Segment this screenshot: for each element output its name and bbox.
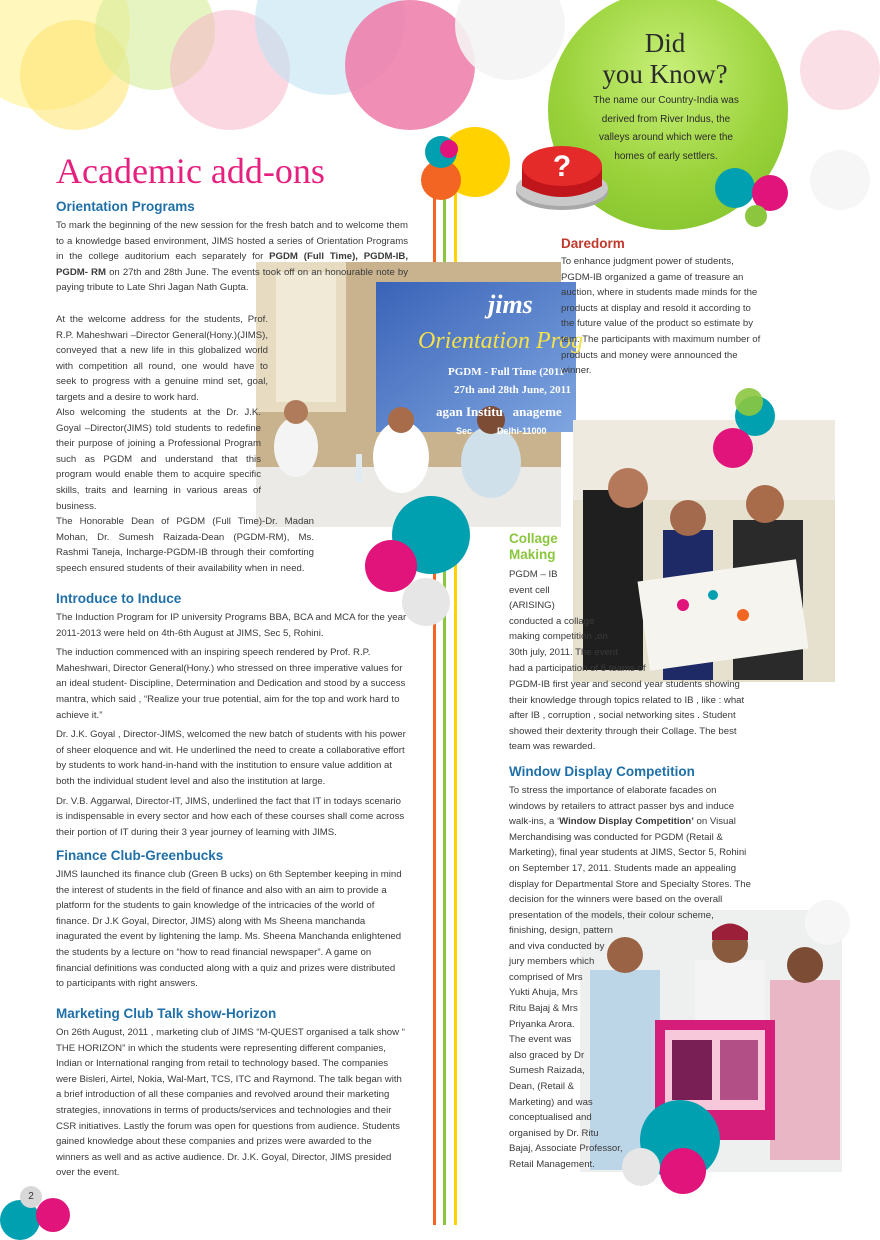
- induce-heading: Introduce to Induce: [56, 591, 182, 606]
- daredorm-heading: Daredorm: [561, 236, 625, 251]
- window-line: jury members which: [509, 956, 595, 968]
- collage-heading-line1: Collage: [509, 531, 558, 546]
- collage-narrow: [509, 567, 679, 676]
- did-you-know-heading: [575, 28, 755, 90]
- orientation-p2: At the welcome address for the students, Prof. R.P. Maheshwari –Director General(Hony.)(JIMS), conveyed that a new life in this globalized world with competition all round, one would have to seek to progress with a genuine mind set, goal, targets and a desire to work hard.: [56, 314, 268, 403]
- banner-line4: Sec Delhi-11000: [456, 426, 547, 436]
- did-you-know-line1: Did: [644, 28, 686, 58]
- collage-line: making competition ,on: [509, 631, 608, 643]
- window-p1-c: on Visual Merchandising was conducted for PGDM (Retail & Marketing), final year students at JIMS, Sector 5, Rohini on September 17, 2011. Students made an appealing display for Departmental Store and Specialty Stores. The decision for the winners were based on the overall presentation of the models, their colour scheme,: [509, 816, 751, 921]
- window-line: Bajaj, Associate Professor,: [509, 1143, 623, 1155]
- window-line: conceptualised and: [509, 1112, 592, 1124]
- banner-brand: jims: [488, 290, 533, 319]
- window-p1-a: To stress the importance of elaborate facades on windows by retailers to attract passer bys and induce walk-ins, a ‘: [509, 785, 735, 828]
- window-p1-bold: Window Display Competition’: [559, 816, 694, 828]
- banner-line2: 27th and 28th June, 2011: [454, 384, 572, 396]
- decor-circle: [660, 1148, 706, 1194]
- banner-title: Orientation Prog: [418, 328, 584, 354]
- decor-circle: [440, 140, 458, 158]
- window-line: also graced by Dr: [509, 1049, 585, 1061]
- finance-p1: JIMS launched its finance club (Green B ucks) on 6th September keeping in mind the interest of students in the field of finance and also with an aim to provide a platform for the students to gain knowledge of the intricacies of the world of finance. Dr J.K Goyal, Director, JIMS) along with Ms Sheena manchanda inagurated the event by lightening the lamp. Ms. Sheena Manchanda enlightened the students by a lecture on “how to read financial newspaper”. A game on financial definitions was conducted along with a quiz and prizes were distributed to participants with right answers.: [56, 869, 402, 990]
- page-title: Academic add-ons: [56, 151, 325, 191]
- collage-line: 30th july, 2011. The event: [509, 646, 618, 658]
- orientation-p4: The Honorable Dean of PGDM (Full Time)-Dr. Madan Mohan, Dr. Sumesh Raizada-Dean (PGDM-RM), Ms. Rashmi Taneja, Incharge-PGDM-IB through their comforting speech ensured students of their availability when in need.: [56, 516, 314, 574]
- decor-circle: [713, 428, 753, 468]
- window-line: comprised of Mrs: [509, 971, 583, 983]
- marketing-p1: On 26th August, 2011 , marketing club of JIMS “M-QUEST organised a talk show “ THE HORIZON” in which the students were representing different companies, Indian or International ranging from retail to technology based. The companies were Bisleri, Airtel, Nokia, Wal-Mart, TCS, ITC and Raymond. The talk began with a brief introduction of all these companies and revolved around their marketing strategies, innovations in terms of products/services and technologies and their CSR initiatives. Lastly the forum was open for questions from audience. Students gained knowledge about these companies and prizes were awarded to the winners as well and as active audience. Dr. J.K. Goyal, Director, JIMS presided over the event.: [56, 1027, 405, 1179]
- decor-circle: [36, 1198, 70, 1232]
- window-heading: Window Display Competition: [509, 764, 695, 779]
- window-line: Sumesh Raizada,: [509, 1065, 585, 1077]
- induce-p2: The induction commenced with an inspiring speech rendered by Prof. R.P. Maheshwari, Director General(Hony.) who stressed on three imperative values for an ideal student- Discipline, Determination and Dedication and stood by a success mantra, which said , “Realize your true potential, aim for the top and work hard to achieve it.”: [56, 647, 406, 721]
- collage-p-rest: PGDM-IB first year and second year students showing their knowledge through topics related to IB , like : what after IB , corruption , social networking sites . Student showed their dexterity through their Collage. The best team was rewarded.: [509, 679, 745, 753]
- window-line: Ritu Bajaj & Mrs: [509, 1002, 578, 1014]
- collage-line: event cell: [509, 584, 550, 596]
- window-line: Priyanka Arora.: [509, 1018, 575, 1030]
- orientation-p1-programs: PGDM (Full Time), PGDM-IB, PGDM- RM: [56, 251, 408, 278]
- induce-p1: The Induction Program for IP university Programs BBA, BCA and MCA for the year 2011-2013 were held on 4th-6th August at JIMS, Sec 5, Rohini.: [56, 612, 407, 639]
- window-line: Yukti Ahuja, Mrs: [509, 987, 578, 999]
- page-number: 2: [20, 1186, 42, 1208]
- orientation-p1: [56, 218, 408, 296]
- decor-circle: [805, 900, 850, 945]
- did-you-know-line2: you Know?: [602, 59, 728, 89]
- did-you-know-text: The name our Country-India was derived from River Indus, the valleys around which were the homes of early settlers.: [593, 95, 739, 162]
- window-line: Dean, (Retail &: [509, 1080, 575, 1092]
- finance-heading: Finance Club-Greenbucks: [56, 848, 224, 863]
- induce-p4: Dr. V.B. Aggarwal, Director-IT, JIMS, underlined the fact that IT in todays scenario is indispensable in every sector and how each of these courses shall come across their portion of IT during their 3 year journey of learning with JIMS.: [56, 795, 405, 838]
- orientation-photo: [256, 262, 584, 520]
- decor-circle: [800, 30, 880, 110]
- decor-circle: [735, 388, 763, 416]
- orientation-heading: Orientation Programs: [56, 199, 195, 214]
- window-line: organised by Dr. Ritu: [509, 1127, 599, 1139]
- window-p1: [509, 783, 754, 923]
- banner-line3: agan Institu anageme: [436, 404, 562, 419]
- induce-body: [56, 610, 408, 844]
- window-line: Retail Management.: [509, 1158, 595, 1170]
- collage-heading-line2: Making: [509, 547, 556, 562]
- collage-line: (ARISING): [509, 600, 555, 612]
- marketing-heading: Marketing Club Talk show-Horizon: [56, 1006, 277, 1021]
- window-line: Marketing) and was: [509, 1096, 593, 1108]
- window-line: and viva conducted by: [509, 940, 605, 952]
- daredorm-p1: To enhance judgment power of students, PGDM-IB organized a game of treasure an auction, where in students made minds for the products at display and resold it according to the future value of the product so estimate by tem. The participants with maximum number of products and money were announced the winner.: [561, 256, 761, 377]
- window-line: The event was: [509, 1034, 572, 1046]
- induce-p3: Dr. J.K. Goyal , Director-JIMS, welcomed the new batch of students with his power of sheer eloquence and wit. He underlined the need to create a collaborative effort by students to work hand-in-hand with the institution to ensure value addition at both the individual student level and also the institution at large.: [56, 729, 406, 787]
- window-line: finishing, design, pattern: [509, 925, 613, 936]
- svg-text:?: ?: [552, 150, 572, 183]
- orientation-p3: Also welcoming the students at the Dr. J.K. Goyal –Director(JIMS) told students to redefine their purpose of joining a Professional Program such as PGDM and understand that this program would enable them to acquire specific skills, traits and learning in various areas of business.: [56, 407, 261, 512]
- orientation-p1-c: on 27th and 28th June. The events took off on an honourable note by paying tribute to Late Shri Jagan Nath Gupta.: [56, 266, 409, 294]
- orientation-p1-a: To mark the beginning of the new session for the fresh batch and to welcome them to a knowledge based environment, JIMS hosted a series of Orientation Programs in the college auditorium each separately for: [56, 220, 408, 263]
- decor-circle: [402, 578, 450, 626]
- decor-circle: [810, 150, 870, 210]
- collage-line: had a participation of 8 teams of: [509, 662, 646, 674]
- window-narrow: [509, 923, 629, 1173]
- decor-circle: [715, 168, 755, 208]
- collage-heading: [509, 531, 558, 563]
- decor-circle: [745, 205, 767, 227]
- collage-line: conducted a collage: [509, 615, 595, 627]
- collage-line: PGDM – IB: [509, 569, 558, 580]
- banner-line1: PGDM - Full Time (2011-: [448, 366, 568, 378]
